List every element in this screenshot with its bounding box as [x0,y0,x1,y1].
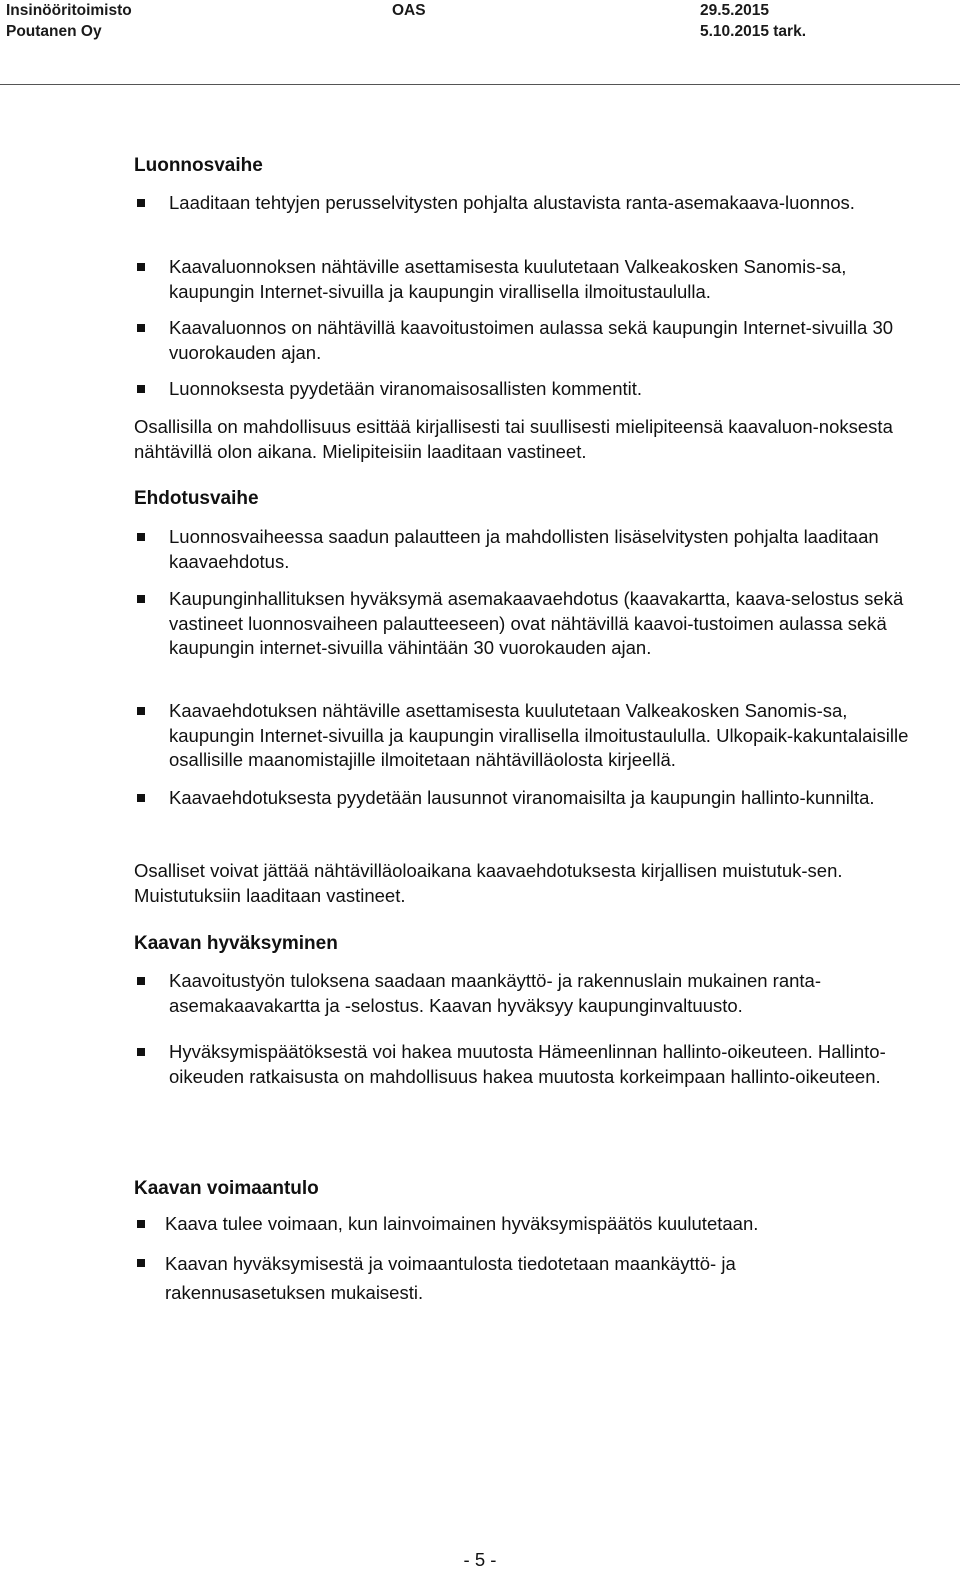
company-line-2: Poutanen Oy [6,23,102,40]
heading-luonnosvaihe: Luonnosvaihe [134,155,263,176]
bullet-text: Kaavoitustyön tuloksena saadaan maankäyttö- ja rakennuslain mukainen ranta-asemakaavakartta ja -selostus. Kaavan hyväksyy kaupunginvaltuusto. [169,970,822,1016]
bullet-text: Hyväksymispäätöksestä voi hakea muutosta Hämeenlinnan hallinto-oikeuteen. Hallinto- oikeuden ratkaisusta on mahdollisuus hakea muutosta korkeimpaan hallinto-oikeuteen. [169,1041,886,1087]
bullet-square-icon [137,199,145,207]
bullet-voimaantulo-1 [134,1212,924,1237]
bullet-text: Kaupunginhallituksen hyväksymä asemakaavaehdotus (kaavakartta, kaava-selostus sekä vastineet luonnosvaiheen palautteeseen) ovat nähtävillä kaavoi-tustoimen aulassa sekä kaupungin internet-sivuilla vähintään 30 vuorokauden ajan. [169,588,904,658]
bullet-text: Luonnoksesta pyydetään viranomaisosallisten kommentit. [169,378,643,399]
bullet-luonnos-2 [134,255,924,304]
bullet-text: Kaavaehdotuksesta pyydetään lausunnot viranomaisilta ja kaupungin hallinto-kunnilta. [169,787,875,808]
bullet-square-icon [137,1220,145,1228]
paragraph-luonnos: Osallisilla on mahdollisuus esittää kirjallisesti tai suullisesti mielipiteensä kaavaluon-noksesta nähtävillä olon aikana. Mielipiteisiin laaditaan vastineet. [134,416,893,462]
bullet-square-icon [137,595,145,603]
bullet-square-icon [137,324,145,332]
bullet-text: Laaditaan tehtyjen perusselvitysten pohjalta alustavista ranta-asemakaava-luonnos. [169,192,855,213]
header-rule [0,84,960,85]
bullet-luonnos-1 [134,191,924,216]
bullet-square-icon [137,385,145,393]
bullet-text: Kaavan hyväksymisestä ja voimaantulosta tiedotetaan maankäyttö- ja rakennusasetuksen mukaisesti. [165,1253,736,1303]
bullet-text: Kaavaluonnoksen nähtäville asettamisesta kuulutetaan Valkeakosken Sanomis-sa, kaupungin Internet-sivuilla ja kaupungin virallisella ilmoitustaululla. [169,256,847,302]
bullet-square-icon [137,263,145,271]
bullet-hyvaksyminen-2 [134,1040,924,1089]
company-line-1: Insinööritoimisto [6,2,132,19]
heading-voimaantulo: Kaavan voimaantulo [134,1178,319,1199]
heading-hyvaksyminen: Kaavan hyväksyminen [134,933,338,954]
bullet-square-icon [137,707,145,715]
bullet-luonnos-4 [134,377,924,402]
bullet-square-icon [137,1048,145,1056]
document-dates [700,0,806,42]
bullet-text: Kaavaehdotuksen nähtäville asettamisesta kuulutetaan Valkeakosken Sanomis-sa, kaupungin Internet-sivuilla ja kaupungin virallisella ilmoitustaululla. Ulkopaik-kakuntalaisille osallisille maanomistajille ilmoitetaan nähtävilläolosta kirjeellä. [169,700,909,770]
document-type: OAS [392,2,426,19]
bullet-luonnos-3 [134,316,924,365]
bullet-ehdotus-3 [134,699,924,773]
bullet-square-icon [137,977,145,985]
bullet-text: Luonnosvaiheessa saadun palautteen ja mahdollisten lisäselvitysten pohjalta laaditaan kaavaehdotus. [169,526,879,572]
heading-ehdotusvaihe: Ehdotusvaihe [134,488,259,509]
bullet-ehdotus-1 [134,525,924,574]
document-date: 29.5.2015 [700,2,769,19]
bullet-hyvaksyminen-1 [134,969,924,1018]
page-number: - 5 - [463,1549,497,1570]
company-name [6,0,132,42]
revision-date: 5.10.2015 tark. [700,23,807,40]
bullet-text: Kaavaluonnos on nähtävillä kaavoitustoimen aulassa sekä kaupungin Internet-sivuilla 30 vuorokauden ajan. [169,317,894,363]
bullet-ehdotus-2 [134,587,924,661]
bullet-ehdotus-4 [134,786,924,811]
bullet-square-icon [137,794,145,802]
bullet-square-icon [137,1259,145,1267]
page-header [0,0,960,88]
bullet-text: Kaava tulee voimaan, kun lainvoimainen hyväksymispäätös kuulutetaan. [165,1213,759,1234]
bullet-voimaantulo-2 [134,1249,924,1307]
paragraph-ehdotus: Osalliset voivat jättää nähtävilläoloaikana kaavaehdotuksesta kirjallisen muistutuk-sen. Muistutuksiin laaditaan vastineet. [134,860,843,906]
bullet-square-icon [137,533,145,541]
